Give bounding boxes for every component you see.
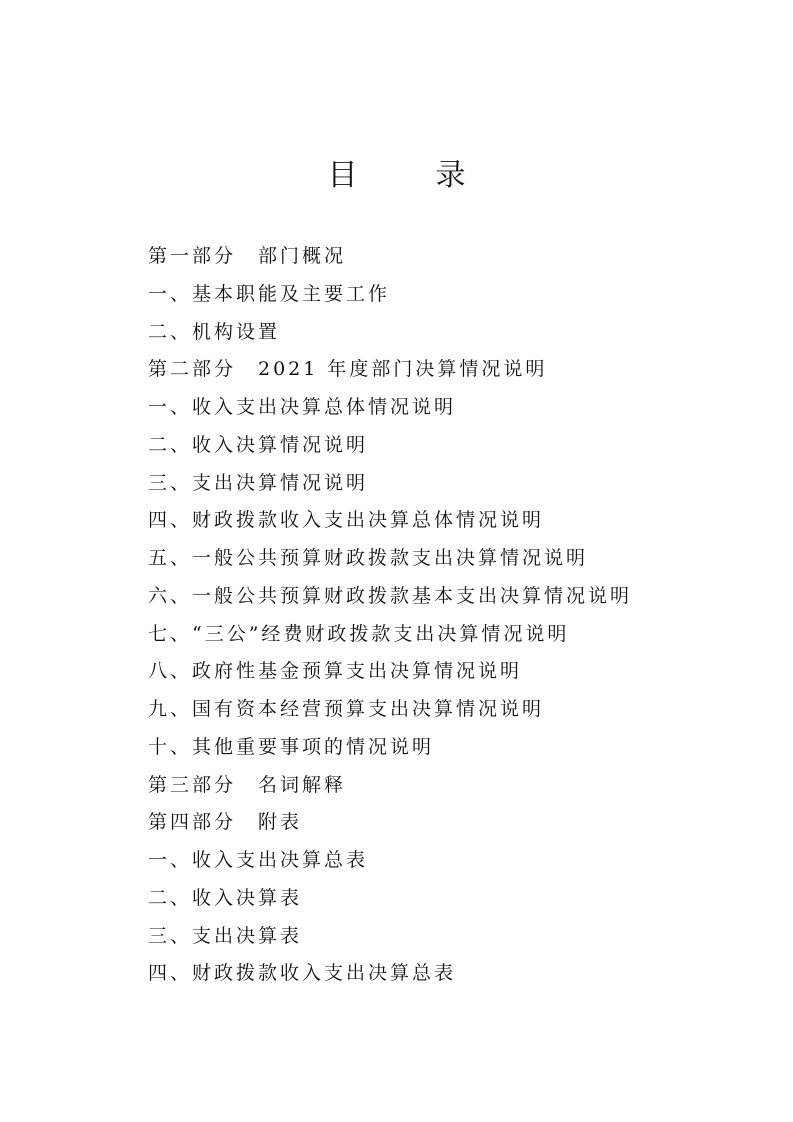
table-of-contents xyxy=(148,238,748,993)
toc-item-part4: 第四部分 附表 xyxy=(148,811,303,834)
toc-item: 五、一般公共预算财政拨款支出决算情况说明 xyxy=(148,547,589,569)
toc-item: 二、收入决算表 xyxy=(148,886,303,909)
toc-item-part1: 第一部分 部门概况 xyxy=(148,245,347,267)
toc-item: 六、一般公共预算财政拨款基本支出决算情况说明 xyxy=(148,584,633,607)
toc-item: 一、基本职能及主要工作 xyxy=(148,282,391,305)
toc-item: 二、收入决算情况说明 xyxy=(148,433,369,456)
toc-item-part2: 第二部分 2021 年度部门决算情况说明 xyxy=(148,358,548,381)
toc-item: 一、收入支出决算总体情况说明 xyxy=(148,396,457,418)
toc-item: 八、政府性基金预算支出决算情况说明 xyxy=(148,660,523,683)
toc-item: 一、收入支出决算总表 xyxy=(148,849,369,871)
toc-item: 三、支出决算情况说明 xyxy=(148,471,369,494)
toc-item: 十、其他重要事项的情况说明 xyxy=(148,735,435,758)
toc-item: 九、国有资本经营预算支出决算情况说明 xyxy=(148,698,545,720)
toc-item: 四、财政拨款收入支出决算总表 xyxy=(148,962,457,985)
page-title: 目 录 xyxy=(327,158,490,193)
toc-item: 七、“三公”经费财政拨款支出决算情况说明 xyxy=(148,622,570,645)
toc-item: 四、财政拨款收入支出决算总体情况说明 xyxy=(148,509,545,532)
toc-item: 三、支出决算表 xyxy=(148,924,303,947)
toc-item-part3: 第三部分 名词解释 xyxy=(148,773,347,796)
toc-item: 二、机构设置 xyxy=(148,320,281,343)
